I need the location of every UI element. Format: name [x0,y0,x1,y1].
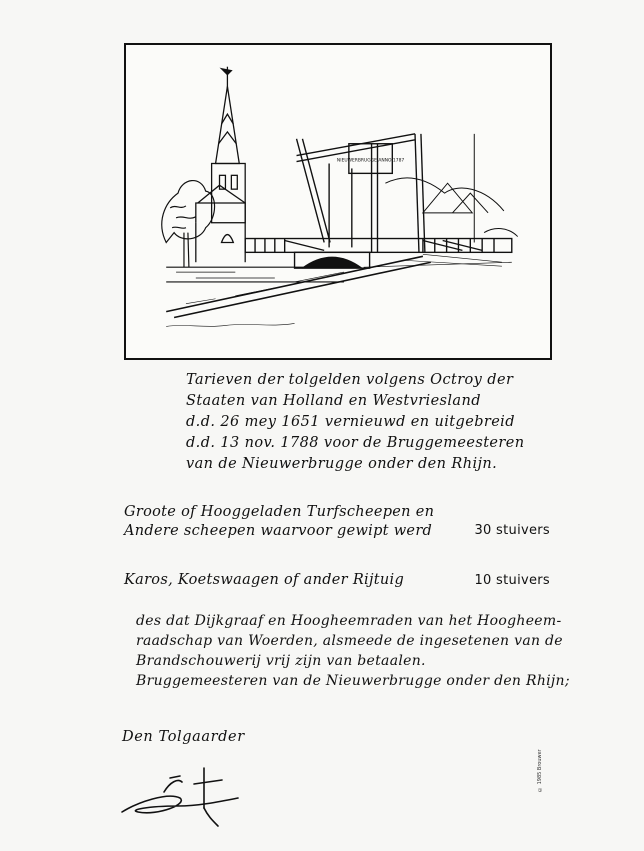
heading-line: d.d. 13 nov. 1788 voor de Bruggemeesteren [186,435,525,451]
houses-right [385,134,517,243]
bridge-drawing [126,45,550,358]
heading-line: Staaten van Holland en Westvriesland [186,393,481,409]
tariff-description-line: Karos, Koetswaagen of ander Rijtuig [124,572,405,588]
exemption-clause [136,611,570,691]
tariff-description [124,571,404,590]
toll-rates-heading [186,370,525,475]
tariff-price: 10 stuivers [474,573,550,588]
heading-line: d.d. 26 mey 1651 vernieuwd en uitgebreid [186,414,515,430]
heading-line: Tarieven der tolgelden volgens Octroy der [186,372,514,388]
tariff-description [124,503,434,541]
bridge-structure [245,134,512,268]
tariff-description-line: Andere scheepen waarvoor gewipt werd [124,523,433,539]
signature [118,762,248,832]
exemption-line: Bruggemeesteren van de Nieuwerbrugge onder den Rhijn; [136,673,570,689]
heading-line: van de Nieuwerbrugge onder den Rhijn. [186,456,498,472]
copyright-mark: © 1985 Brouwer [537,749,543,792]
bridge-sign-text: NIEUWERBRUGGE ANNO 1787 [336,158,405,164]
tariff-price: 30 stuivers [474,523,550,538]
bridge-illustration [124,43,552,360]
tariff-row-carriages [124,571,564,590]
exemption-line: Brandschouwerij vrij zijn van betaalen. [136,653,426,669]
signoff-title: Den Tolgaarder [122,729,245,745]
trees-left [162,181,215,268]
exemption-line: des dat Dijkgraaf en Hoogheemraden van het Hoogheem- [136,613,562,629]
tariff-description-line: Groote of Hooggeladen Turfscheepen en [124,504,435,520]
tariff-row-ships [124,503,564,541]
exemption-line: raadschap van Woerden, alsmeede de ingesetenen van de [136,633,563,649]
